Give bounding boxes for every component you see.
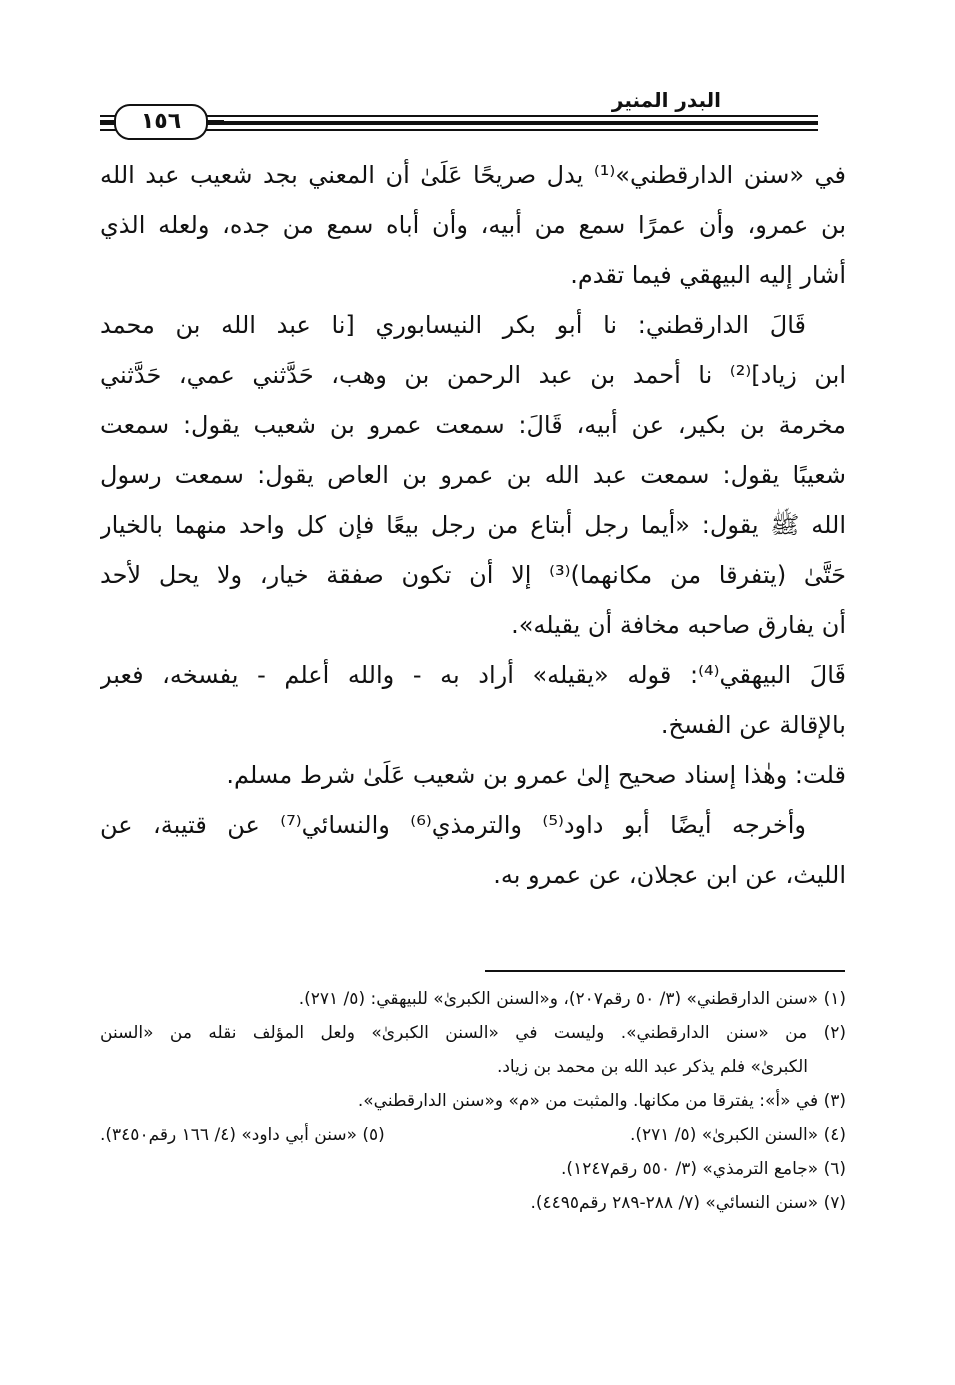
footnote-1: (١) «سنن الدارقطني» (٣/ ٥٠ رقم٢٠٧)، و«السنن الكبرىٰ» للبيهقي: (٥/ ٢٧١). bbox=[298, 989, 846, 1009]
footnote-3: (٣) في «أ»: يفترقا من مكانها. والمثبت من «م» و«سنن الدارقطني». bbox=[357, 1091, 846, 1111]
footnote-2-continued: الكبرىٰ» فلم يذكر عبد الله بن محمد بن زياد. bbox=[496, 1057, 808, 1077]
footnote-6: (٦) «جامع الترمذي» (٣/ ٥٥٠ رقم١٢٤٧). bbox=[561, 1159, 846, 1179]
page-header bbox=[100, 88, 846, 138]
text-line: في «سنن الدارقطني»⁽¹⁾ يدل صريحًا عَلَىٰ أن المعني بجد شعيب عبد الله bbox=[100, 161, 846, 189]
text-line: قَالَ الدارقطني: نا أبو بكر النيسابوري [نا عبد الله بن محمد bbox=[100, 311, 806, 339]
text-line: أن يفارق صاحبه مخافة أن يقيله». bbox=[511, 611, 846, 639]
header-rule bbox=[100, 120, 114, 123]
header-rule bbox=[100, 129, 818, 131]
text-line: شعيبًا يقول: سمعت عبد الله بن عمرو بن العاص يقول: سمعت رسول bbox=[100, 461, 846, 489]
footnote-7: (٧) «سنن النسائي» (٧/ ٢٨٨-٢٨٩ رقم٤٤٩٥). bbox=[530, 1193, 846, 1213]
text-line: بن عمرو، وأن عمرًا سمع من أبيه، وأن أباه سمع من جده، ولعله الذي bbox=[100, 211, 846, 239]
text-line: ابن زياد]⁽²⁾ نا أحمد بن عبد الرحمن بن وهب، حَدَّثني عمي، حَدَّثني bbox=[100, 361, 846, 389]
footnote-5: (٥) «سنن أبي داود» (٤/ ١٦٦ رقم٣٤٥٠). bbox=[100, 1125, 385, 1145]
text-line: مخرمة بن بكير، عن أبيه، قَالَ: سمعت عمرو بن شعيب يقول: سمعت bbox=[100, 411, 846, 439]
footnote-row-4-5 bbox=[100, 1118, 846, 1152]
text-line: قلت: وهٰذا إسناد صحيح إلىٰ عمرو بن شعيب عَلَىٰ شرط مسلم. bbox=[226, 761, 846, 789]
text-line: وأخرجه أيضًا أبو داود⁽⁵⁾ والترمذي⁽⁶⁾ والنسائي⁽⁷⁾ عن قتيبة، عن bbox=[100, 811, 806, 839]
footnote-4: (٤) «السنن الكبرىٰ» (٥/ ٢٧١). bbox=[629, 1125, 846, 1145]
footnote-separator bbox=[485, 970, 845, 972]
footnotes bbox=[100, 982, 846, 1220]
book-title: البدر المنير bbox=[611, 88, 721, 112]
footnote-2: (٢) من «سنن الدارقطني». وليست في «السنن الكبرىٰ» ولعل المؤلف نقله من «السنن bbox=[100, 1023, 846, 1043]
text-line: الليث، عن ابن عجلان، عن عمرو به. bbox=[493, 861, 846, 889]
text-line: أشار إليه البيهقي فيما تقدم. bbox=[570, 261, 846, 289]
page-number: ١٥٦ bbox=[114, 104, 208, 140]
text-line: حَتَّىٰ (يتفرقا من مكانهما)⁽³⁾ إلا أن تكون صفقة خيار، ولا يحل لأحد bbox=[100, 561, 846, 589]
main-text bbox=[100, 150, 846, 900]
text-line: بالإقالة عن الفسخ. bbox=[660, 711, 846, 739]
text-line: الله ﷺ يقول: «أيما رجل أبتاع من رجل بيعًا فإن كل واحد منهما بالخيار bbox=[100, 511, 846, 539]
text-line: قَالَ البيهقي⁽⁴⁾: قوله «يقيله» أراد به - والله أعلم - يفسخه، فعبر bbox=[100, 661, 846, 689]
